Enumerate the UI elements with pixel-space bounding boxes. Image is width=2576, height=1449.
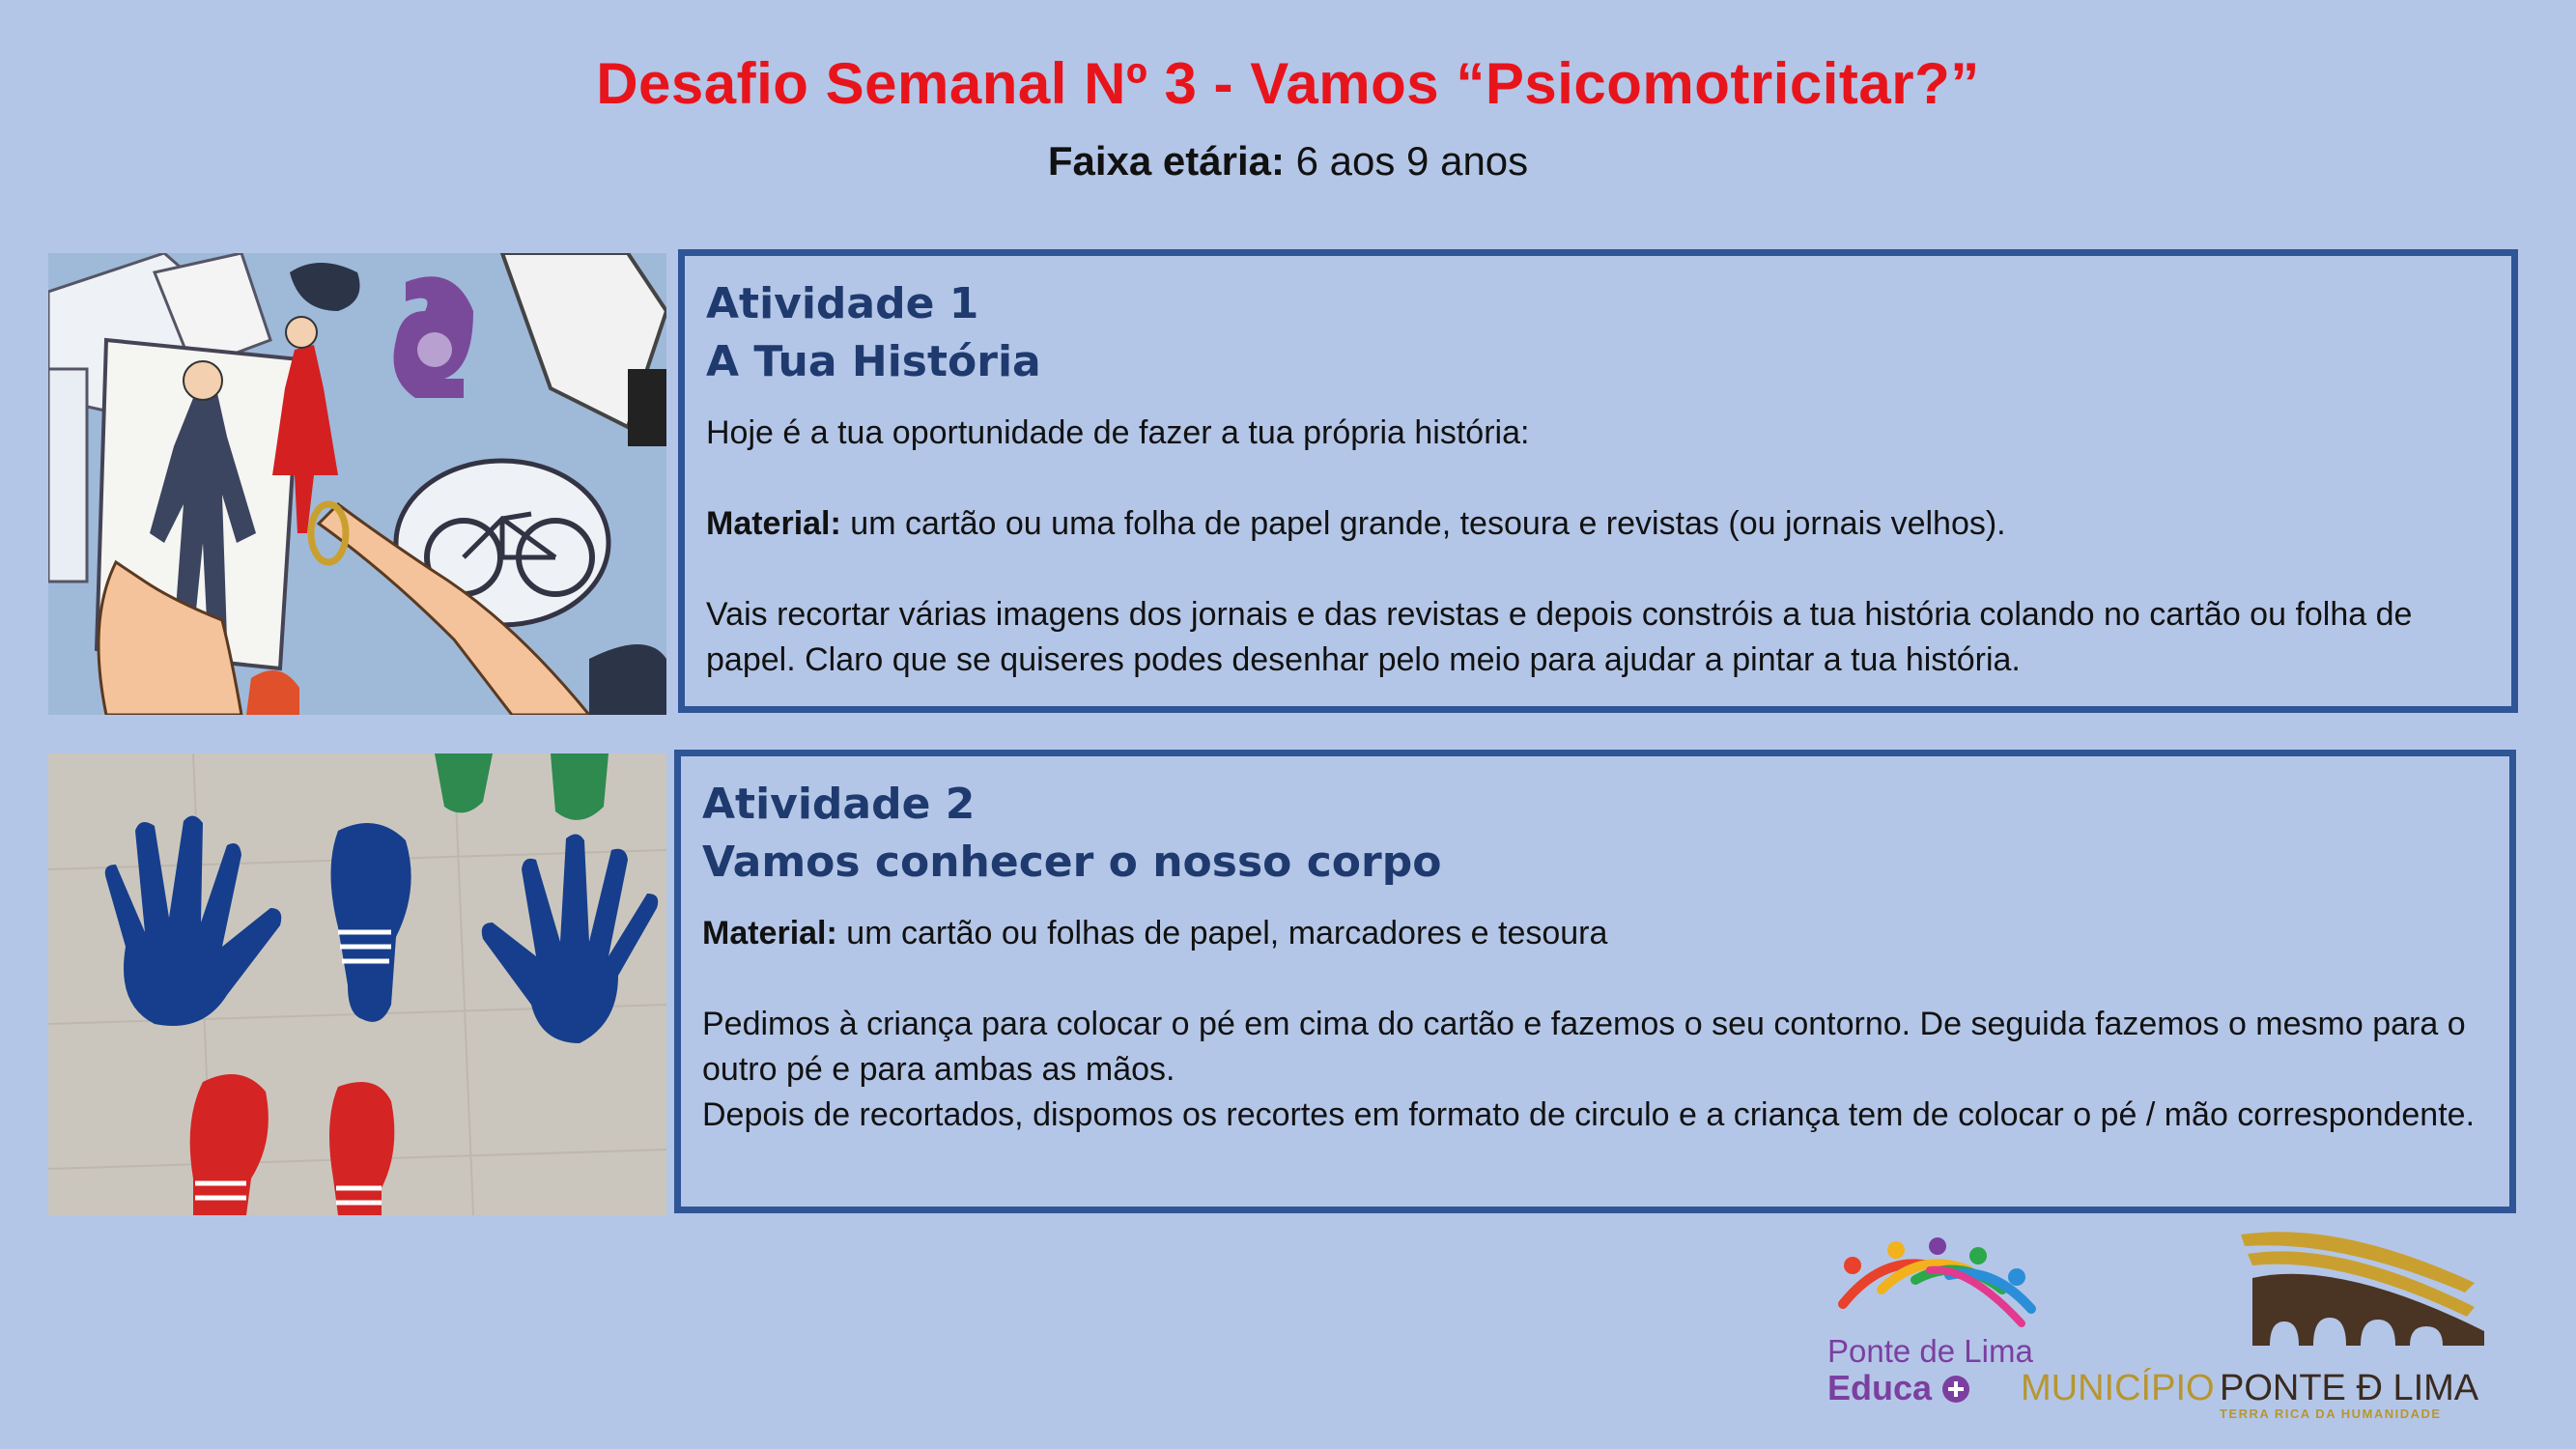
educa-logo-suffix [1827, 1368, 1970, 1408]
page-title: Desafio Semanal Nº 3 - Vamos “Psicomotricitar?” [596, 51, 1980, 116]
activity-1-material-text: um cartão ou uma folha de papel grande, tesoura e revistas (ou jornais velhos). [850, 505, 2006, 542]
activity-1-heading: Atividade 1 [706, 279, 979, 328]
activity-2-card [674, 750, 2516, 1213]
activity-1-name: A Tua História [706, 337, 1041, 386]
activity-2-material-label: Material: [702, 915, 837, 952]
activity-2-heading: Atividade 2 [702, 780, 976, 829]
educa-logo-name: Ponte de Lima [1827, 1333, 2033, 1369]
educa-logo [1824, 1236, 2046, 1407]
municipio-label: MUNICÍPIO [2021, 1368, 2215, 1408]
activity-1-description: Vais recortar várias imagens dos jornais e das revistas e depois constróis a tua história colando no cartão ou folha de papel. Claro que se quiseres podes desenhar pelo meio para ajudar a pintar a tua história. [706, 596, 2413, 678]
activity-1-intro: Hoje é a tua oportunidade de fazer a tua própria história: [706, 414, 1530, 451]
activity-2-material [702, 911, 2488, 956]
educa-logo-suffix-text: Educa [1827, 1368, 1933, 1407]
bridge-logo-icon [2021, 1225, 2562, 1370]
collage-illustration [48, 253, 666, 715]
plus-icon [1941, 1375, 1970, 1404]
activity-2-description-2: Depois de recortados, dispomos os recortes em formato de circulo e a criança tem de colocar o pé / mão correspondente. [702, 1096, 2476, 1133]
activity-1-material [706, 501, 2490, 547]
activity-1-card [678, 249, 2518, 713]
age-range [0, 138, 2576, 185]
activity-2-description-1: Pedimos à criança para colocar o pé em cima do cartão e fazemos o seu contorno. De seguida fazemos o mesmo para o outro pé e para ambas as mãos. [702, 1006, 2466, 1088]
age-range-value: 6 aos 9 anos [1295, 138, 1529, 184]
hands-and-feet-floor-photo [48, 753, 666, 1215]
activity-2-name: Vamos conhecer o nosso corpo [702, 838, 1442, 887]
municipio-name: PONTE Ð LIMA [2220, 1368, 2479, 1408]
activity-2-material-text: um cartão ou folhas de papel, marcadores e tesoura [846, 915, 1608, 952]
age-range-label: Faixa etária: [1047, 138, 1285, 184]
municipio-logo [2021, 1225, 2562, 1421]
activity-1-material-label: Material: [706, 505, 841, 542]
educa-logo-figures-icon [1824, 1236, 2046, 1333]
municipio-tagline: TERRA RICA DA HUMANIDADE [2220, 1406, 2442, 1421]
